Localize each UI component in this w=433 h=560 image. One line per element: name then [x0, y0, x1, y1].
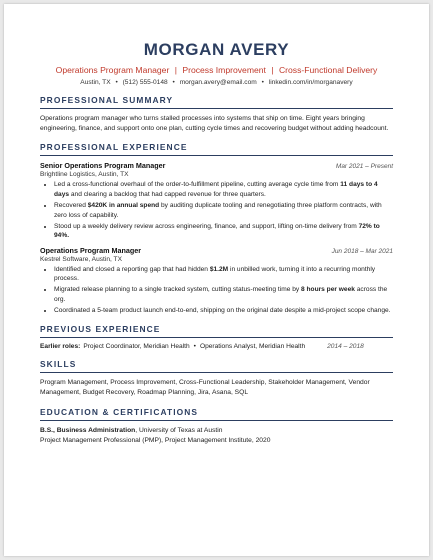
degree: B.S., Business Administration — [40, 426, 136, 434]
bullet-item — [54, 201, 393, 220]
bullet-highlight: 8 hours per week — [301, 286, 355, 294]
bullet-text: Identified and closed a reporting gap that had hidden — [54, 265, 210, 273]
bullet-highlight: $1.2M — [209, 265, 229, 273]
bullet-item — [54, 285, 393, 304]
school: , University of Texas at Austin — [135, 426, 223, 434]
bullet-highlight: 11 days to 4 days — [54, 181, 378, 198]
previous-experience-section — [40, 324, 393, 350]
earlier-roles-dates: 2014 – 2018 — [327, 343, 364, 351]
bullet-text: in unbilled work, turning it into a recurring monthly process. — [54, 265, 376, 283]
skills-text: Program Management, Process Improvement, Cross-Functional Leadership, Stakeholder Management, Vendor Management, Budget Recovery, Roadmap Planning, Jira, Asana, SQL — [40, 379, 370, 397]
bullet-text: Led a cross-functional overhaul of the order-to-fulfillment pipeline, cutting average cycle time from — [54, 181, 341, 189]
section-heading: SKILLS — [40, 359, 393, 373]
resume-page — [4, 4, 429, 556]
bullet-highlight: 72% to 94%. — [54, 222, 380, 240]
bullet-text: Recovered — [54, 202, 88, 210]
headline — [40, 65, 393, 75]
job-entry — [40, 161, 393, 240]
job-bullets — [40, 180, 393, 240]
contact-separator: • — [261, 79, 264, 86]
earlier-roles-line — [40, 343, 393, 350]
earlier-roles-label: Earlier roles: — [40, 343, 81, 351]
bullet-item — [54, 180, 393, 199]
bullet-text: by auditing duplicate tooling and renegotiating three platform contracts, with zero loss of capability. — [54, 202, 382, 219]
job-dates: Mar 2021 – Present — [335, 163, 393, 171]
skills-section — [40, 359, 393, 397]
bullet-item — [54, 306, 393, 316]
job-bullets — [40, 265, 393, 316]
certification: Project Management Professional (PMP), Project Management Institute, 2020 — [40, 436, 271, 444]
candidate-name: MORGAN AVERY — [143, 40, 290, 59]
role-separator: • — [193, 343, 196, 351]
job-company: Brightline Logistics, Austin, TX — [40, 171, 129, 179]
job-dates: Jun 2018 – Mar 2021 — [331, 247, 393, 255]
job-company: Kestrel Software, Austin, TX — [40, 255, 122, 263]
job-entry — [40, 246, 393, 316]
headline-separator: | — [271, 65, 274, 75]
contact-line — [40, 79, 393, 86]
contact-location: Austin, TX — [80, 79, 111, 86]
summary-section — [40, 95, 393, 133]
headline-role: Operations Program Manager — [55, 65, 170, 75]
bullet-item — [54, 265, 393, 284]
bullet-text: and clearing a backlog that had capped revenue for three quarters. — [69, 190, 266, 198]
bullet-highlight: $420K in annual spend — [87, 202, 160, 210]
experience-section — [40, 142, 393, 315]
contact-email: morgan.avery@email.com — [179, 79, 257, 86]
section-heading: EDUCATION & CERTIFICATIONS — [40, 407, 393, 421]
contact-phone: (512) 555-0148 — [122, 79, 168, 86]
degree-line — [40, 426, 393, 436]
earlier-role: Operations Analyst, Meridian Health — [199, 343, 306, 351]
headline-specialty: Cross-Functional Delivery — [278, 65, 378, 75]
bullet-text: Coordinated a 5-team product launch end-to-end, shipping on the original date despite a mid-project scope change. — [54, 306, 391, 314]
headline-specialty: Process Improvement — [182, 65, 266, 75]
contact-separator: • — [115, 79, 118, 86]
bullet-item — [54, 222, 393, 241]
job-title: Operations Program Manager — [40, 245, 142, 255]
contact-separator: • — [172, 79, 175, 86]
section-heading: PREVIOUS EXPERIENCE — [40, 324, 393, 338]
summary-text: Operations program manager who turns stalled processes into systems that ship on time. Eight years bringing engineering, finance, and support onto one plan, cutting cycle times and recovering budget without adding headcount. — [40, 115, 389, 132]
section-heading: PROFESSIONAL SUMMARY — [40, 95, 393, 109]
headline-separator: | — [174, 65, 177, 75]
bullet-text: Migrated release planning to a single tracked system, cutting status-meeting time by — [54, 286, 302, 294]
bullet-text: Stood up a weekly delivery review across engineering, finance, and support, lifting on-time delivery from — [54, 222, 359, 230]
earlier-role: Project Coordinator, Meridian Health — [83, 343, 190, 351]
contact-linkedin: linkedin.com/in/morganavery — [268, 79, 353, 86]
bullet-text: across the org. — [54, 286, 388, 303]
education-section — [40, 407, 393, 445]
job-title: Senior Operations Program Manager — [40, 161, 166, 171]
section-heading: PROFESSIONAL EXPERIENCE — [40, 142, 393, 156]
